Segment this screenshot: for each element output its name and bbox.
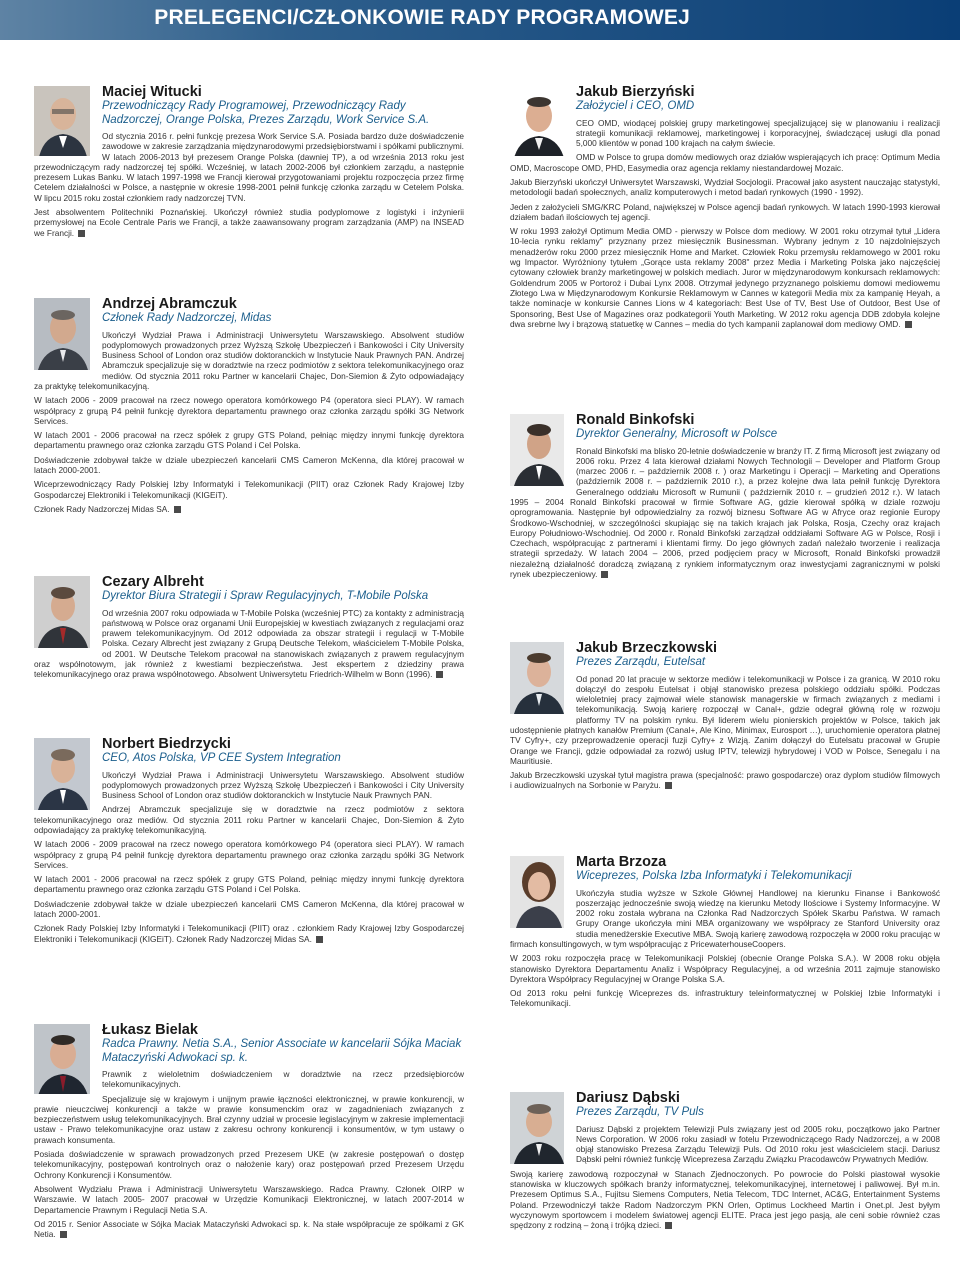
speaker-role: Dyrektor Generalny, Microsoft w Polsce [576, 428, 778, 440]
end-mark-icon [905, 321, 912, 328]
speaker-bio [510, 1090, 940, 1234]
bio-paragraph: Doświadczenie zdobywał także w dziale ubezpieczeń kancelarii CMS Cameron McKenna, dla której pracował w latach 2000-2001. [34, 454, 464, 476]
header-banner [0, 0, 960, 40]
speaker-name: Cezary Albreht [102, 574, 204, 590]
bio-paragraph: Ukończyła studia wyższe w Szkole Głównej Handlowej na kierunku Finanse i Bankowość poszerzając jednocześnie swoją wiedzę na kierunku Metody Ilościowe i Systemy Informacyjne. W 2002 roku została wybrana na Członka Rad Nadzorczych Spółek Skarbu Państwa. W ramach Grupy Orange ukończyła mini MBA organizowany we współpracy ze Stanford University oraz studia menedżerskie Executive MBA. Swoją karierę zawodową rozpoczęła w 2000 roku pracując w firmach konsultingowych, w tym współpracując z PricewaterhouseCoopers. [510, 887, 940, 949]
speaker-role: Prezes Zarządu, Eutelsat [576, 656, 706, 668]
bio-paragraph: Wiceprzewodniczący Rady Polskiej Izby Informatyki i Telekomunikacji (PIIT) oraz Członek Rady Krajowej Izby Gospodarczej Elektroniki i Telekomunikacji (KIGEiT). [34, 479, 464, 500]
bio-paragraph: Jest absolwentem Politechniki Poznańskiej. Ukończył również studia podyplomowe z logistyki i inżynierii przemysłowej na Ecole Centrale Paris we Francji, a także zaawansowany program zarządzania (AMP) na INSEAD we Francji. [34, 207, 464, 238]
bio-paragraph: Od września 2007 roku odpowiada w T-Mobile Polska (wcześniej PTC) za kontakty z administracją państwową w Polsce oraz organami Unii Europejskiej w kwestiach związanych z regulacjami oraz prawem telekomunikacyjnym. Od 2012 odpowiada za obszar strategii i regulacji w T-Mobile Polska. Cezary Albrecht jest związany z Grupą Deutsche Telekom, właścicielem T-Mobile Polska, od 2001. W Deutsche Telekom pracował na stanowiskach związanych z prawem regulacyjnym oraz współnotowym, jak również z kwestiami bezpieczeństwa. Jest ekspertem z dziedziny prawa telekomunikacyjnego oraz prawa współnotowego. Absolwent Uniwersytetu Friedrich-Wilhelm w Bonn (1996). [34, 607, 464, 680]
speaker-photo [510, 86, 564, 156]
speaker-photo [34, 1024, 90, 1094]
bio-paragraph: Od stycznia 2016 r. pełni funkcję prezesa Work Service S.A. Posiada bardzo duże doświadczenie zawodowe w zakresie zarządzania międzynarodowymi przedsiębiorstwami i spółkami publicznymi. W latach 2006-2013 był prezesem Orange Polska (dawniej TP), a od września 2013 roku jest przewodniczącym rady nadzorczej tej spółki. Wcześniej, w latach 2002-2006 był członkiem zarządu, a następnie prezesem Lukas Banku. W latach 1997-1998 we Francji kierował przygotowaniami projektu rozpoczęcia przez firmę Cetelem działalności w Polsce, a następnie w okresie 1998-2001 pełnił funkcję członka zarządu w Cetelem Polska. W lipcu 2015 roku został członkiem rady nadzorczej TVN. [34, 131, 464, 203]
bio-paragraph: Członek Rady Nadzorczej Midas SA. [34, 504, 464, 514]
speaker-bio [510, 412, 940, 583]
bio-paragraph: Jakub Brzeczkowski uzyskał tytuł magistra prawa (specjalność: prawo gospodarcze) oraz dyplom studiów filmowych i audiowizualnych na Sorbonie w Paryżu. [510, 770, 940, 791]
bio-paragraph: Od ponad 20 lat pracuje w sektorze mediów i telekomunikacji w Polsce i za granicą. W 2010 roku dołączył do zespołu Eutelsat i objął stanowisko prezesa polskiego oddziału spółki. Podczas wieloletniej pracy zajmował wiele stanowisk managerskie w firmach związanych z mediami i telekomunikacją. Swoją karierę rozpoczął w Canal+, gdzie odegrał główną rolę w rozwoju platformy TV na polskim rynku. Był liderem wielu pionierskich projektów w Polsce, takich jak udostępnienie płatnych kanałów Premium (Canal+, Ale Kino, Minimax, Eurosport …), uruchomienie operatora płatnej TV Cyfry+, czy przeprowadzenie operacji fuzji Cyfry+ z Wizją. Zanim dołączył do Eutelsatu pracował w Grupie Orange we Francji, gdzie odpowiadał za rozwój usług IPTV, telewizji hybrydowej i VOD w Polsce, Senegalu i na Mauritiusie. [510, 673, 940, 766]
bio-paragraph: OMD w Polsce to grupa domów mediowych oraz działów wspierających ich pracę: Optimum Media OMD, Macroscope OMD, PHD, Easymedia oraz agencja reklamy niestandardowej Mozaic. [510, 152, 940, 173]
portrait-icon [510, 1092, 564, 1164]
bio-paragraph: Dariusz Dąbski z projektem Telewizji Puls związany jest od 2005 roku, początkowo jako Partner News Corporation. W 2006 roku zasiadł w fotelu Przewodniczącego Rady Nadzorczej, a w 2008 objął stanowisko Prezesa Zarządu Telewizji Puls. Od 2010 roku jest właścicielem stacji. Dariusz Dąbski pełni również funkcję Wiceprezesa Zarządu Związku Pracodawców Prywatnych Mediów. [576, 1123, 940, 1165]
portrait-icon [510, 86, 564, 156]
speaker-bio [510, 84, 940, 333]
bio-paragraph: Swoją karierę zawodową rozpoczynał w Stanach Zjednoczonych. Po powrocie do Polski piastował wysokie stanowiska w kluczowych spółkach branży informatycznej, telekomunikacyjnej, internetowej i paliwowej. Był m.in. Prezesem Optimus S.A., Fujitsu Siemens Computers, Netia Telecom, TDC Internet, AC&G, Entertainment Systems Poland. Przewodniczył także Radom Nadzorczym PKN Orlen, Optimus Lockheed Martin i Onet.pl. Jest byłym wyczynowym sportowcem i modelem światowej agencji ELITE. Praca jest jego pasją, ale ceni sobie również czas spędzony z rodziną – żoną i trójką dzieci. [510, 1168, 940, 1231]
bio-paragraph: Od 2015 r. Senior Associate w Sójka Maciak Mataczyński Adwokaci sp. k. Na stałe współpracuje ze spółkami z GK Netia. [34, 1218, 464, 1240]
portrait-icon [34, 1024, 90, 1094]
speaker-name: Łukasz Bielak [102, 1022, 198, 1038]
bio-paragraph: W latach 2001 - 2006 pracował na rzecz spółek z grupy GTS Poland, pełniąc między innymi funkcję dyrektora departamentu prawnego oraz członka zarządu GTS Poland i Cel Polska. [34, 430, 464, 451]
speaker-photo [510, 856, 564, 928]
bio-paragraph: Doświadczenie zdobywał także w dziale ubezpieczeń kancelarii CMS Cameron McKenna, dla której pracował w latach 2000-2001. [34, 898, 464, 920]
speaker-role: Założyciel i CEO, OMD [576, 100, 695, 112]
bio-paragraph: W 2003 roku rozpoczęła pracę w Telekomunikacji Polskiej (obecnie Orange Polska S.A.). W 2008 roku objęła stanowisko Dyrektora Departamentu Analiz i Współpracy Regulacyjnej, a od września 2011 zajmuje stanowisko Dyrektora Współpracy Regulacyjnej w Orange Polska S.A. [510, 953, 940, 984]
end-mark-icon [665, 1222, 672, 1229]
speaker-name: Maciej Witucki [102, 84, 202, 100]
portrait-icon [510, 642, 564, 714]
speaker-name: Marta Brzoza [576, 854, 667, 870]
speaker-name: Dariusz Dąbski [576, 1090, 680, 1106]
speaker-name: Andrzej Abramczuk [102, 296, 237, 312]
end-mark-icon [436, 671, 443, 678]
speaker-photo [34, 576, 90, 648]
bio-paragraph: Członek Rady Polskiej Izby Informatyki i Telekomunikacji (PIIT) oraz . członkiem Rady Krajowej Izby Gospodarczej Elektroniki i Telekomunikacji (KIGEiT). Członek Rady Nadzorczej Midas SA. [34, 923, 464, 944]
speaker-name: Norbert Biedrzycki [102, 736, 231, 752]
speaker-role: Dyrektor Biura Strategii i Spraw Regulacyjnych, T-Mobile Polska [102, 590, 429, 602]
speaker-photo [510, 414, 564, 486]
bio-paragraph: Andrzej Abramczuk specjalizuje się w doradztwie na rzecz podmiotów z sektora telekomunikacyjnego oraz mediów. Od stycznia 2011 roku Partner w kancelarii Chajec, Don-Siemion & Żyto odpowiadający za praktykę telekomunikacyjną. [34, 804, 464, 835]
speaker-role: Radca Prawny. Netia S.A., Senior Associate w kancelarii Sójka Maciak Mataczyński Adwokaci sp. k. [102, 1038, 462, 1064]
bio-paragraph: Prawnik z wieloletnim doświadczeniem w doradztwie na rzecz przedsiębiorców telekomunikacyjnych. [102, 1069, 464, 1090]
bio-paragraph: W roku 1993 założył Optimum Media OMD - pierwszy w Polsce dom mediowy. W 2001 roku otrzymał tytuł „Lidera 10-lecia rynku reklamy" przyznany przez miesięcznik Businessman. Wybrany jednym z 10 najzdolniejszych menadżerów roku 2000 przez miesięcznik Home and Market. Człowiek Roku przemysłu reklamowego w 2001 roku wg Impactor. Wyróżniony tytułem „Gorące usta reklamy 2008" przez Media i Marketing Polska jako najczęściej cytowany człowiek branży marketingowej w polskich mediach. Juror w międzynarodowym konkursach reklamowych: Goldendrum 2005 w Portoroż i Dubai Lynx 2008. Otrzymał jedynego przyznanego polskiemu domowi mediowemu Złotego Lwa w Międzynarodowym Konkursie Reklamowym w Cannes w kategorii Media mix za kampanię Heyah, a także nominacje w konkursie Cannes Lions w 4 kategoriach: Best Use of TV, Best Use of Outdoor, Best Use of Sponsoring, Best Use of Magazines oraz podkategorii Youth Marketing. W 2012 roku agencja DDB zdobyła kolejne dwa srebrne lwy i brązową statuetkę w Cannes – media do tych kampanii zaplanował dom mediowy OMD. [510, 226, 940, 329]
bio-paragraph: Specjalizuje się w krajowym i unijnym prawie łączności elektronicznej, w prawie konkurencji, w prawie nieuczciwej konkurencji a także w prawie konsumenckim oraz w zagadnieniach związanych z bezpieczeństwem usług telekomunikacyjnych. Brał czynny udział w procesie legislacyjnym w zakresie implementacji ustaw - Prawo telekomunikacyjne oraz ustaw z zakresu ochrony konkurencji i konsumentów, w tym ustawy o prawach konsumenta. [34, 1093, 464, 1145]
speaker-role: CEO, Atos Polska, VP CEE System Integration [102, 752, 341, 764]
page-title: PRELEGENCI/CZŁONKOWIE RADY PROGRAMOWEJ [154, 6, 690, 29]
end-mark-icon [316, 936, 323, 943]
portrait-icon [510, 414, 564, 486]
left-column [34, 84, 464, 1260]
end-mark-icon [665, 782, 672, 789]
right-column [510, 84, 940, 1260]
bio-paragraph: Posiada doświadczenie w sprawach prowadzonych przed Prezesem UKE (w zakresie postępowań o dostęp telekomunikacyjny, postępowań kontrolnych oraz o nałożenie kary) oraz postępowań przed Prezesem Urzędu Ochrony Konkurencji i Konsumentów. [34, 1149, 464, 1180]
end-mark-icon [174, 506, 181, 513]
bio-paragraph: Ukończył Wydział Prawa i Administracji Uniwersytetu Warszawskiego. Absolwent studiów podyplomowych prowadzonych przez Wyższą Szkołę Ubezpieczeń i Bankowości i City University Business School of London oraz studiów doktoranckich w Instytucie Nauk Prawnych PAN. [102, 769, 464, 801]
bio-paragraph: W latach 2001 - 2006 pracował na rzecz spółek z grupy GTS Poland, pełniąc między innymi funkcję dyrektora departamentu prawnego oraz członka zarządu GTS Poland i Cel Polska. [34, 874, 464, 895]
portrait-icon [34, 738, 90, 810]
speaker-role: Przewodniczący Rady Programowej, Przewodniczący Rady Nadzorczej, Orange Polska, Prezes Zarządu, Work Service S.A. [102, 100, 430, 126]
end-mark-icon [78, 230, 85, 237]
speaker-bio [34, 296, 464, 518]
bio-paragraph: Jeden z założycieli SMG/KRC Poland, największej w Polsce agencji badań rynkowych. W latach 1990-1993 kierował działem badań ilościowych tej agencji. [510, 201, 940, 222]
speaker-photo [34, 738, 90, 810]
speaker-photo [34, 86, 90, 156]
speaker-photo [510, 642, 564, 714]
bio-paragraph: Absolwent Wydziału Prawa i Administracji Uniwersytetu Warszawskiego. Radca Prawny. Członek OIRP w Warszawie. W latach 2005- 2007 pracował w Urzędzie Komunikacji Elektronicznej, w latach 2007-2014 w Departamencie Prawnym i Regulacji Netia S.A. [34, 1183, 464, 1215]
speaker-name: Jakub Bierzyński [576, 84, 695, 100]
bio-paragraph: Od 2013 roku pełni funkcję Wiceprezes ds. infrastruktury teleinformatycznej w Polskiej Izbie Informatyki i Telekomunikacji. [510, 988, 940, 1009]
end-mark-icon [60, 1231, 67, 1238]
portrait-icon [34, 298, 90, 370]
bio-paragraph: Ronald Binkofski ma blisko 20-letnie doświadczenie w branży IT. Z firmą Microsoft jest związany od 2006 roku. Przez 4 lata kierował działami Nowych Technologii – Developer and Platform Group (marzec 2006 r. – październik 2008 r. ) oraz Marketingu i Operacji – Marketing and Operations (październik 2008 r. – październik 2010 r.), a przez kolejne dwa lata pełnił funkcję Dyrektora Generalnego oddziału Microsoft w Rumunii ( październik 2010 r. – grudzień 2012 r.). W latach 1995 – 2004 Ronald Binkofski pracował w firmie Software AG, gdzie kierował spółką w dziale rozwoju oprogramowania. Następnie był odpowiedzialny za rozwój biznesu Software AG w Afryce oraz regionie Europy Środkowo-Wschodniej, w szczególności skupiając się na takich krajach jak Polska, Rosja, Czechy oraz krajach Europy Południowo-Wschodniej. Od 2000 r. Ronald Binkofski zarządzał oddziałami Software AG w Polsce, Rosji i Czechach, współpracując z partnerami i klientami firmy. Do jego głównych zadań należało tworzenie i realizacja strategii sprzedaży. W latach 2004 – 2006, przed podjęciem pracy w Microsoft, Ronald Binkofski prowadził niezależną działalność doradczą związaną z rynkiem informatycznym oraz inwestycjami zagranicznymi w polski rynek ubezpieczeniowy. [510, 445, 940, 580]
speaker-bio [510, 854, 940, 1013]
speaker-role: Członek Rady Nadzorczej, Midas [102, 312, 272, 324]
speaker-bio [34, 736, 464, 948]
speaker-bio [34, 84, 464, 242]
bio-paragraph: W latach 2006 - 2009 pracował na rzecz nowego operatora komórkowego P4 (operatora sieci PLAY). W ramach współpracy z grupą P4 pełnił funkcję dyrektora departamentu prawnego oraz członka zarządu spółki 3G Network Services. [34, 395, 464, 426]
bio-paragraph: W latach 2006 - 2009 pracował na rzecz nowego operatora komórkowego P4 (operatora sieci PLAY). W ramach współpracy z grupą P4 pełnił funkcję dyrektora departamentu prawnego oraz członka zarządu spółki 3G Network Services. [34, 839, 464, 870]
end-mark-icon [601, 571, 608, 578]
speaker-bio [34, 574, 464, 684]
speaker-name: Jakub Brzeczkowski [576, 640, 718, 656]
portrait-icon [510, 856, 564, 928]
speaker-photo [510, 1092, 564, 1164]
portrait-icon [34, 576, 90, 648]
bio-paragraph: Jakub Bierzyński ukończył Uniwersytet Warszawski, Wydział Socjologii. Pracował jako asystent nauczając statystyki, metodologii badań społecznych, analiz komputerowych i metod badań rynkowych (1990 - 1992). [510, 176, 940, 198]
speaker-name: Ronald Binkofski [576, 412, 695, 428]
speaker-role: Wiceprezes, Polska Izba Informatyki i Telekomunikacji [576, 870, 852, 882]
speaker-role: Prezes Zarządu, TV Puls [576, 1106, 704, 1118]
speaker-bio [34, 1022, 464, 1243]
speaker-bio [510, 640, 940, 795]
portrait-icon [34, 86, 90, 156]
bio-paragraph: CEO OMD, wiodącej polskiej grupy marketingowej specjalizującej się w planowaniu i realizacji strategii komunikacji reklamowej, marketingowej i korporacyjnej, świadczącej usługi dla ponad 5,000 klientów w ponad 100 krajach na całym świecie. [576, 117, 940, 149]
speaker-photo [34, 298, 90, 370]
bio-paragraph: Ukończył Wydział Prawa i Administracji Uniwersytetu Warszawskiego. Absolwent studiów podyplomowych prowadzonych przez Wyższą Szkołę Ubezpieczeń i Bankowości i City University Business School of London oraz studiów doktoranckich w Instytucie Nauk Prawnych PAN. Andrzej Abramczuk specjalizuje się w doradztwie na rzecz podmiotów z sektora telekomunikacyjnego oraz mediów. Od stycznia 2011 roku Partner w kancelarii Chajec, Don-Siemion & Żyto odpowiadający za praktykę telekomunikacyjną. [34, 329, 464, 391]
